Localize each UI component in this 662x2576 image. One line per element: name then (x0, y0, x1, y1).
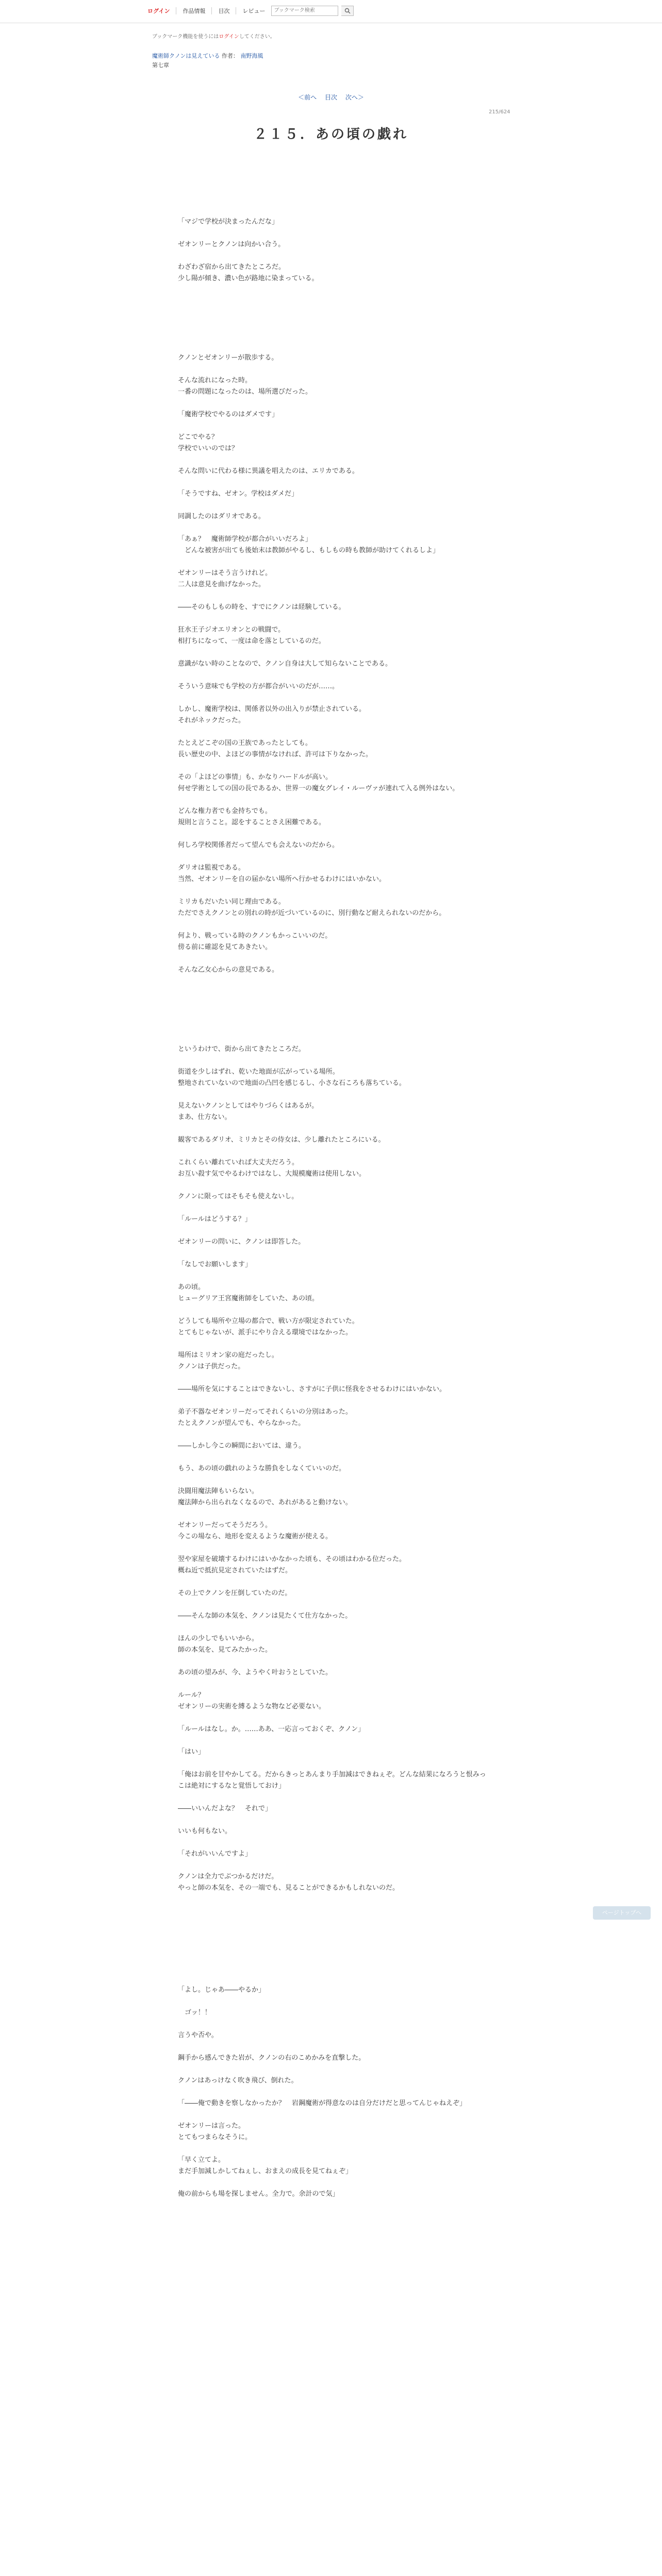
body-line: ほんの少しでもいいから。 (178, 1635, 259, 1642)
body-line: 学校でいいのでは？ (178, 445, 239, 452)
body-line (178, 1270, 487, 1282)
body-line (178, 250, 487, 262)
body-line: そういう意味でも学校の方が都合がいいのだが……。 (178, 683, 339, 690)
author-label: 作者： (221, 53, 239, 59)
body-line (178, 794, 487, 806)
body-line (178, 1248, 487, 1259)
body-line: ゼオンリーの実術を縛るような物など必要ない。 (178, 1703, 326, 1710)
body-line: そんな流れになった時。 (178, 377, 252, 384)
body-line: 意識がない時のことなので、クノン自身は大して知らないことである。 (178, 660, 392, 668)
body-line (178, 692, 487, 704)
body-line: 「魔術学校でやるのはダメです」 (178, 411, 279, 418)
body-line (178, 1656, 487, 1667)
body-line: 「早く立てよ。 (178, 2156, 225, 2164)
breadcrumb (152, 52, 263, 70)
nav-item-toc[interactable]: 目次 (218, 8, 230, 14)
body-line (178, 953, 487, 964)
body-line: どこでやる？ (178, 433, 219, 441)
body-line: 「俺はお前を甘やかしてる。だからきっとあんまり手加減はできねぇぞ。どんな結果になろうと恨みっこは絶対にするなと覚悟しておけ」 (178, 1771, 486, 1790)
body-line: 少し陽が傾き、濃い色が路地に染まっている。 (178, 275, 319, 282)
page-top-button[interactable]: ページトップへ (593, 1906, 651, 1920)
body-line (178, 1815, 487, 1826)
body-line (178, 590, 487, 602)
body-line (178, 1452, 487, 1463)
body-line: 「ルールはなし。か。……ああ、一応言っておくぞ、クノン」 (178, 1725, 365, 1733)
body-line: ゼオンリーは言った。 (178, 2122, 245, 2130)
body-line: 当然、ゼオンリーを自の届かない場所へ行かせるわけにはいかない。 (178, 875, 386, 883)
body-line (178, 987, 487, 998)
body-line (178, 296, 487, 307)
body-line (178, 760, 487, 772)
body-line: 何より、戦っている時のクノンもかっこいいのだ。 (178, 932, 332, 940)
body-line: というわけで、街から出てきたところだ。 (178, 1045, 305, 1053)
next-link[interactable]: 次へ＞ (345, 94, 364, 101)
body-line (178, 1939, 487, 1951)
body-line (178, 556, 487, 568)
body-line (178, 1202, 487, 1214)
body-line (178, 1089, 487, 1100)
body-line: 「なしでお願いします」 (178, 1261, 252, 1268)
body-line: たとえどこぞの国の王族であったとしても。 (178, 739, 312, 747)
body-line: 鋼手から感んできた岩が、クノンの右のこめかみを直撃した。 (178, 2054, 366, 2062)
body-line: 「そうですね、ゼオン。学校はダメだ」 (178, 490, 298, 498)
body-line (178, 1429, 487, 1440)
body-line: そんな問いに代わる様に異議を唱えたのは、エリカである。 (178, 467, 359, 475)
nav-divider (211, 7, 212, 14)
nav-item-info[interactable]: 作品情報 (183, 8, 206, 14)
body-line (178, 522, 487, 534)
body-line (178, 1905, 487, 1917)
body-line: ゼオンリーとクノンは向かい合う。 (178, 241, 285, 248)
body-line (178, 330, 487, 341)
body-line (178, 1917, 487, 1928)
body-line: 決闘用魔法陣もいらない。 (178, 1487, 259, 1495)
body-line: それがネックだった。 (178, 717, 245, 724)
body-line (178, 318, 487, 330)
body-line: 言うや否や。 (178, 2031, 218, 2039)
body-line (178, 1055, 487, 1066)
body-line (178, 976, 487, 987)
body-line (178, 307, 487, 318)
nav-item-review[interactable]: レビュー (242, 8, 266, 14)
chapter-body (178, 216, 487, 2200)
body-line: ただでさえクノンとの別れの時が近づいているのに、別行動など耐えられないのだから。 (178, 909, 446, 917)
body-line: 「あぁ？ 魔術師学校が都合がいいだろよ」 (178, 535, 312, 543)
body-line (178, 1225, 487, 1236)
body-line (178, 454, 487, 466)
body-line (178, 919, 487, 930)
body-line: ――いいんだよな？ それで」 (178, 1805, 272, 1812)
body-line: 規則と言うこと。認をすることさえ困難である。 (178, 819, 326, 826)
body-line: とてもつまらなそうに。 (178, 2133, 252, 2141)
body-line (178, 1679, 487, 1690)
body-line (178, 2041, 487, 2053)
body-line (178, 228, 487, 239)
body-line (178, 1792, 487, 1803)
body-line: しかし、魔術学校は、関係者以外の出入りが禁止されている。 (178, 705, 366, 713)
body-line (178, 1894, 487, 1905)
chapter-number: 215/624 (489, 109, 510, 115)
body-line: ――そんな師の本気を、クノンは見たくて仕方なかった。 (178, 1612, 352, 1620)
body-line (178, 998, 487, 1010)
body-line (178, 1713, 487, 1724)
body-line: 「それがいいんですよ」 (178, 1850, 252, 1858)
login-link[interactable]: ログイン (147, 8, 170, 14)
body-line: ミリカもだいたい同じ理由である。 (178, 898, 285, 906)
body-line: 「よし。じゃあ――やるか」 (178, 1986, 266, 1994)
prev-link[interactable]: ＜前へ (298, 94, 317, 101)
series-title-link[interactable]: 魔術師クノンは見えている (152, 53, 220, 59)
body-line (178, 1837, 487, 1849)
body-line (178, 1395, 487, 1406)
body-line (178, 647, 487, 658)
body-line: ――しかし今この瞬間においては、違う。 (178, 1442, 306, 1450)
body-line (178, 1577, 487, 1588)
body-line (178, 1010, 487, 1021)
body-line: ゼオンリーはそう言うけれど。 (178, 569, 272, 577)
body-line: クノンはあっけなく吹き飛び、倒れた。 (178, 2077, 298, 2084)
body-line: ゼオンリーだってそうだろう。 (178, 1521, 272, 1529)
body-line (178, 1860, 487, 1871)
body-line (178, 2177, 487, 2189)
body-line: ルール？ (178, 1691, 205, 1699)
body-line (178, 1599, 487, 1611)
body-line: やっと師の本気を、その一端でも、見ることができるかもしれないのだ。 (178, 1884, 400, 1892)
chapter-title: ２１５．あの頃の戯れ (253, 127, 408, 142)
body-line (178, 1962, 487, 1973)
top-navigation-bar (0, 0, 662, 23)
body-line (178, 2064, 487, 2075)
toc-link[interactable]: 目次 (324, 94, 337, 101)
body-line (178, 613, 487, 624)
body-line (178, 2109, 487, 2121)
body-line (178, 1180, 487, 1191)
body-line (178, 828, 487, 840)
body-line: クノンに限ってはそもそも使えないし。 (178, 1193, 299, 1200)
body-line: 何せ学術としての国の長であるか、世界一の魔女グレイ・ルーヴァが連れて入る例外はない。 (178, 785, 459, 792)
body-line: どんな権力者でも金持ちでも。 (178, 807, 272, 815)
body-line: たとえクノンが望んでも、やらなかった。 (178, 1419, 305, 1427)
body-line: 場所はミリオン家の庭だったし。 (178, 1351, 278, 1359)
body-line: ゼオンリーの問いに、クノンは即答した。 (178, 1238, 305, 1246)
body-line: いいも何もない。 (178, 1827, 232, 1835)
body-line: その「よほどの事情」も、かなりハードルが高い。 (178, 773, 333, 781)
bookmark-notice (152, 32, 275, 40)
body-line: とてもじゃないが、派手にやり合える環境ではなかった。 (178, 1329, 353, 1336)
body-line: まだ手加減しかしてねぇし、おまえの成長を見てねぇぞ」 (178, 2167, 353, 2175)
body-line: 相打ちになって、一度は命を落としているのだ。 (178, 637, 325, 645)
body-line (178, 1928, 487, 1939)
body-line (178, 1475, 487, 1486)
body-line: 魔法陣から出られなくなるので、あれがあると動けない。 (178, 1499, 352, 1506)
body-line (178, 1021, 487, 1032)
top-pager (0, 93, 662, 101)
body-line (178, 1973, 487, 1985)
body-line: その上でクノンを圧倒していたのだ。 (178, 1589, 292, 1597)
body-line: 「ルールはどうする？」 (178, 1215, 252, 1223)
body-line (178, 477, 487, 488)
body-line: ヒューグリア王宮魔術師をしていた、あの頃。 (178, 1295, 319, 1302)
body-line: ――そのもしもの時を、すでにクノンは経験している。 (178, 603, 345, 611)
body-line: ――場所を気にすることはできないし、さすがに子供に怪我をさせるわけにはいかない。 (178, 1385, 446, 1393)
chapter-group: 第七章 (152, 62, 169, 69)
body-line (178, 851, 487, 862)
body-line: 二人は意見を曲げなかった。 (178, 581, 266, 588)
body-line: クノンとゼオンリーが散歩する。 (178, 354, 278, 362)
body-line (178, 284, 487, 296)
body-line (178, 2019, 487, 2030)
body-line: ダリオは監視である。 (178, 864, 245, 872)
body-line: どんな被害が出ても後始末は教師がやるし、もしもの時も教師が助けてくれるしよ」 (178, 547, 440, 554)
bookmark-search-input[interactable] (271, 6, 338, 16)
body-line (178, 500, 487, 511)
notice-login-link[interactable]: ログイン (219, 34, 239, 40)
search-icon (344, 8, 351, 14)
body-line (178, 1372, 487, 1384)
body-line: 「はい」 (178, 1748, 205, 1756)
search-button[interactable] (341, 6, 354, 16)
body-line: クノンは全力でぶつかるだけだ。 (178, 1873, 278, 1880)
body-line (178, 1543, 487, 1554)
body-line: 概ね近で抵抗見定されていたはずだ。 (178, 1567, 292, 1574)
body-line (178, 1758, 487, 1769)
body-line (178, 1032, 487, 1044)
body-line: あの頃。 (178, 1283, 205, 1291)
body-line: 「――俺で動きを察しなかったか？ 岩鋼魔術が得意なのは自分だけだと思ってんじゃねえぞ」 (178, 2099, 467, 2107)
body-line: ゴッ！！ (178, 2009, 211, 2016)
body-line: 今この場なら、地形を変えるような魔術が使える。 (178, 1533, 333, 1540)
body-line (178, 2143, 487, 2155)
body-line (178, 398, 487, 409)
body-line: もう、あの頃の戯れのような勝負をしなくていいのだ。 (178, 1465, 346, 1472)
body-line: どうしても場所や立場の都合で、戦い方が限定されていた。 (178, 1317, 359, 1325)
body-line (178, 2087, 487, 2098)
body-line: 俺の前からも場を探しません。全力で。余計ので気」 (178, 2190, 339, 2198)
body-line: 狂水王子ジオエリオンとの戦闘で。 (178, 626, 285, 634)
body-line (178, 341, 487, 352)
body-line (178, 1735, 487, 1747)
notice-prefix: ブックマーク機能を使うには (152, 34, 219, 40)
body-line: 同調したのはダリオである。 (178, 513, 265, 520)
body-line: 何しろ学校関係者だって望んでも会えないのだから。 (178, 841, 339, 849)
body-line (178, 1146, 487, 1157)
body-line: 師の本気を、見てみたかった。 (178, 1646, 272, 1654)
body-line: 「マジで学校が決まったんだな」 (178, 218, 279, 226)
body-line: 弟子不器なゼオンリーだってそれくらいの分別はあった。 (178, 1408, 352, 1416)
notice-suffix: してください。 (239, 34, 275, 40)
body-line: まあ、仕方ない。 (178, 1113, 231, 1121)
body-line (178, 1622, 487, 1633)
body-line (178, 1304, 487, 1316)
author-link[interactable]: 南野海風 (240, 53, 263, 59)
body-line: これくらい離れていれば大丈夫だろう。 (178, 1159, 299, 1166)
body-line (178, 670, 487, 681)
body-line: 一番の問題になったのは、場所選びだった。 (178, 388, 312, 396)
body-line: そんな乙女心からの意見である。 (178, 966, 279, 974)
body-line: クノンは子供だった。 (178, 1363, 245, 1370)
body-line (178, 420, 487, 432)
body-line (178, 1996, 487, 2007)
body-line (178, 364, 487, 375)
body-line (178, 726, 487, 738)
body-line (178, 1509, 487, 1520)
body-line (178, 1951, 487, 1962)
body-line: 翌や家屋を破壊するわけにはいかなかった頃も、その頃はわかる位だった。 (178, 1555, 406, 1563)
body-line: 整地されていないので地面の凸凹を感じるし、小さな石ころも落ちている。 (178, 1079, 406, 1087)
body-line: 見えないクノンとしてはやりづらくはあるが。 (178, 1102, 319, 1110)
body-line: 街道を少しはずれ、乾いた地面が広がっている場所。 (178, 1068, 339, 1076)
body-line: あの頃の望みが、今、ようやく叶おうとしていた。 (178, 1669, 333, 1676)
body-line: お互い殺す気でやるわけではなし、大規模魔術は使用しない。 (178, 1170, 366, 1178)
body-line: 傍る前に確認を見てあきたい。 (178, 943, 272, 951)
body-line (178, 1123, 487, 1134)
body-line: 長い歴史の中、よほどの事情がなければ、許可は下りなかった。 (178, 751, 373, 758)
body-line: わざわざ宿から出てきたところだ。 (178, 263, 286, 271)
body-line (178, 1338, 487, 1350)
body-line (178, 885, 487, 896)
body-line: 観客であるダリオ、ミリカとその侍女は、少し離れたところにいる。 (178, 1136, 385, 1144)
